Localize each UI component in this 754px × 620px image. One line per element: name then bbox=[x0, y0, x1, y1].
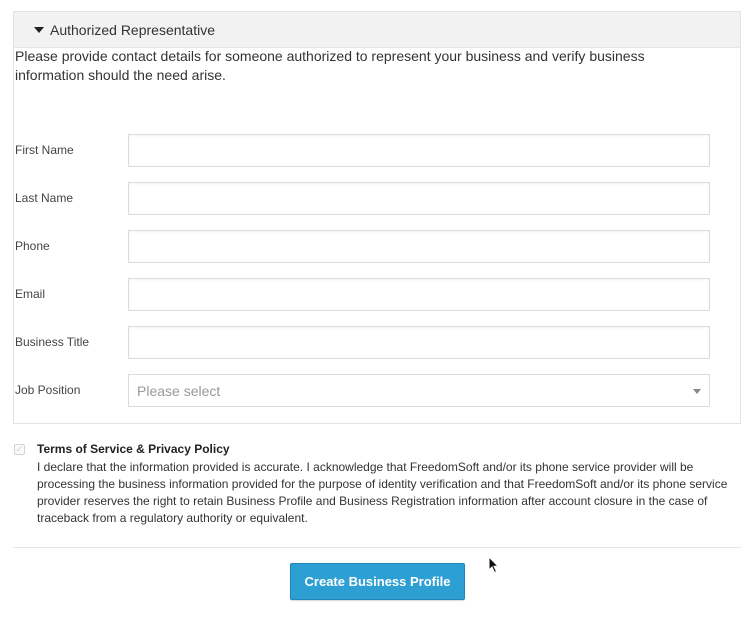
phone-label: Phone bbox=[15, 239, 50, 253]
phone-input[interactable] bbox=[128, 230, 710, 263]
business-title-label: Business Title bbox=[15, 335, 90, 349]
terms-checkbox[interactable] bbox=[14, 444, 25, 455]
last-name-label: Last Name bbox=[15, 191, 74, 205]
mouse-cursor-icon bbox=[488, 556, 500, 574]
section-intro: Please provide contact details for someone authorized to represent your business and verify business information should the need arise. bbox=[15, 48, 645, 83]
business-title-row bbox=[15, 326, 710, 359]
business-title-input[interactable] bbox=[128, 326, 710, 359]
checkmark-icon: ✓ bbox=[15, 444, 24, 454]
job-position-selected: Please select bbox=[137, 382, 221, 399]
section-title: Authorized Representative bbox=[50, 21, 215, 38]
last-name-row bbox=[15, 182, 710, 215]
last-name-input[interactable] bbox=[128, 182, 710, 215]
create-business-profile-button[interactable]: Create Business Profile bbox=[290, 563, 465, 600]
first-name-input[interactable] bbox=[128, 134, 710, 167]
job-position-label: Job Position bbox=[15, 383, 81, 397]
email-row bbox=[15, 278, 710, 311]
job-position-select[interactable] bbox=[128, 374, 710, 407]
terms-title: Terms of Service & Privacy Policy bbox=[37, 442, 230, 456]
first-name-row bbox=[15, 134, 710, 167]
section-header-toggle[interactable] bbox=[14, 12, 740, 48]
dropdown-arrow-icon bbox=[693, 389, 701, 394]
job-position-row bbox=[15, 374, 710, 407]
phone-row bbox=[15, 230, 710, 263]
email-label: Email bbox=[15, 287, 46, 301]
email-input[interactable] bbox=[128, 278, 710, 311]
divider bbox=[13, 547, 741, 548]
first-name-label: First Name bbox=[15, 143, 74, 157]
caret-down-icon bbox=[34, 27, 44, 33]
terms-text: I declare that the information provided is accurate. I acknowledge that FreedomSoft and/or its phone service provider will be processing the business information provided for the purpose of identity verification and that FreedomSoft and/or its phone service provider reserves the right to retain Business Profile and Business Registration information after account closure in the case of traceback from a regulatory authority or equivalent. bbox=[37, 460, 728, 525]
